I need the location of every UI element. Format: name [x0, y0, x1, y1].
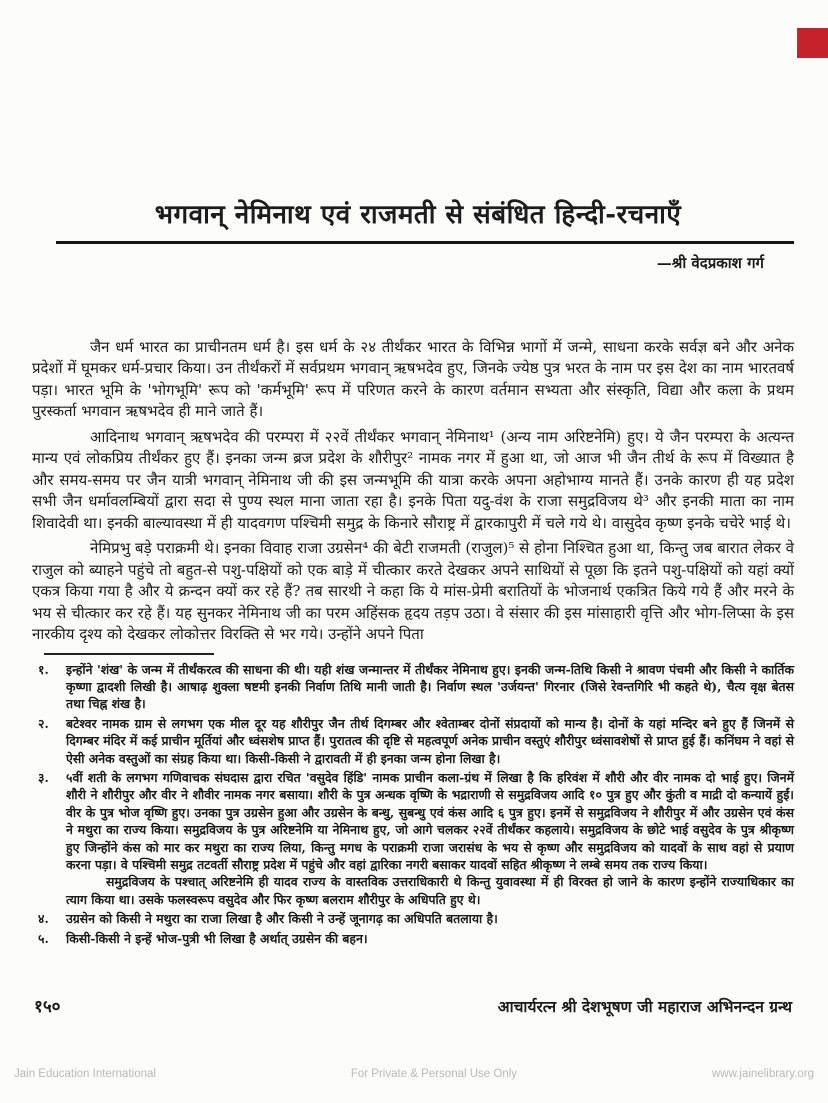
footnote-text: बटेश्वर नामक ग्राम से लगभग एक मील दूर यह शौरीपुर जैन तीर्थ दिगम्बर और श्वेताम्बर दोनों संप्रदायों को मान्य है। दोनों के यहां मन्दिर बने हुए हैं जिनमें से दिगम्बर मंदिर में कई प्राचीन मूर्तियां और ध्वंसशेष प्राप्त हैं। पुरातत्व की दृष्टि से महत्वपूर्ण अनेक प्राचीन वस्तुएं शौरीपुर ध्वंसावशेषों से प्राप्त हुई हैं। कनिंघम ने वहां से ऐसी अनेक वस्तुओं का संग्रह किया था। किसी-किसी ने द्वारावती में ही इनका जन्म होना लिखा है। — [66, 715, 794, 766]
footnote-text-main: ५वीं शती के लगभग गणिवाचक संघदास द्वारा रचित 'वसुदेव हिंडि' नामक प्राचीन कला-ग्रंथ में लिखा है कि हरिवंश में शौरी और वीर नामक दो भाई हुए। जिनमें शौरी ने शौरीपुर और वीर ने शौवीर नामक नगर बसाया। शौरी के पुत्र अन्धक वृष्णि के भद्राराणी से समुद्रविजय आदि १० पुत्र हुए और कुंती व माद्री दो कन्यायें हुईं। वीर के पुत्र भोज वृष्णि हुए। उनका पुत्र उग्रसेन हुआ और उग्रसेन के बन्धु, सुबन्धु एवं कंस आदि ६ पुत्र हुए। इनमें से समुद्रविजय ने शौरीपुर में और उग्रसेन एवं कंस ने मथुरा का राज्य किया। समुद्रविजय के पुत्र अरिष्टनेमि या नेमिनाथ हुए, जो आगे चलकर २२वें तीर्थंकर कहलाये। समुद्रविजय के छोटे भाई वसुदेव के पुत्र श्रीकृष्ण हुए जिन्होंने कंस को मार कर मथुरा का राज्य लिया, किन्तु मगध के पराक्रमी राजा जरासंध के भय से कृष्ण और समुद्रविजय को यादवों के साथ वहां से प्रयाण करना पड़ा। वे पश्चिमी समुद्र तटवर्ती सौराष्ट्र प्रदेश में पहुंचे और वहां द्वारिका नगरी बसाकर यादवों सहित श्रीकृष्ण ने लम्बे समय तक राज्य किया। — [66, 769, 794, 872]
book-credit: आचार्यरत्न श्री देशभूषण जी महाराज अभिनन्दन ग्रन्थ — [497, 997, 792, 1016]
page-footer-row — [34, 994, 792, 1017]
footnote-text-continuation: समुद्रविजय के पश्चात् अरिष्टनेमि ही यादव राज्य के वास्तविक उत्तराधिकारी थे किन्तु युवावस्था में ही विरक्त हो जाने के कारण इन्होंने राज्याधिकार का त्याग किया था। उसके फलस्वरूप वसुदेव और फिर कृष्ण बलराम शौरीपुर के अधिपति हुए थे। — [66, 874, 794, 907]
footnote-text: उग्रसेन को किसी ने मथुरा का राजा लिखा है और किसी ने उन्हें जूनागढ़ का अधिपति बतलाया है। — [66, 911, 498, 927]
footnote-item — [32, 910, 794, 927]
scan-footer — [14, 1068, 814, 1080]
footnote-item — [32, 661, 794, 713]
page-title: भगवान् नेमिनाथ एवं राजमती से संबंधित हिन्दी-रचनाएँ — [154, 200, 682, 230]
footnote-text: इन्होंने 'शंख' के जन्म में तीर्थंकरत्व की साधना की थी। यही शंख जन्मान्तर में तीर्थंकर नेमिनाथ हुए। इनकी जन्म-तिथि किसी ने श्रावण पंचमी और किसी ने कार्तिक कृष्णा द्वादशी लिखी है। आषाढ़ शुक्ला षष्टमी इनकी निर्वाण तिथि मानी जाती है। निर्वाण स्थल 'उर्जयन्त' गिरनार (जिसे रेवन्तगिरि भी कहते थे), चैत्य वृक्ष बेतस तथा चिह्न शंख है। — [66, 661, 794, 712]
body-paragraph: आदिनाथ भगवान् ऋषभदेव की परम्परा में २२वें तीर्थंकर भगवान् नेमिनाथ¹ (अन्य नाम अरिष्टनेमि) हुए। ये जैन परम्परा के अत्यन्त मान्य एवं लोकप्रिय तीर्थंकर हुए हैं। इनका जन्म ब्रज प्रदेश के शौरीपुर² नामक नगर में हुआ था, जो आज भी जैन तीर्थ के रूप में विख्यात है और समय-समय पर जैन यात्री भगवान् नेमिनाथ जी की इस जन्मभूमि की यात्रा करके अपना अहोभाग्य मानते हैं। उनके कारण ही यह प्रदेश सभी जैन धर्मावलम्बियों द्वारा सदा से पुण्य स्थल माना जाता रहा है। इनके पिता यदु-वंश के राजा समुद्रविजय थे³ और इनकी माता का नाम शिवादेवी था। इनकी बाल्यावस्था में ही यादवगण पश्चिमी समुद्र के किनारे सौराष्ट्र में द्वारकापुरी में चले गये थे। वासुदेव कृष्ण इनके चचेरे भाई थे। — [32, 427, 794, 532]
footnote-number: ३. — [38, 769, 49, 785]
footnote-separator — [44, 653, 214, 655]
footnote-item — [32, 930, 794, 947]
article-body — [32, 337, 794, 646]
footer-center-text: For Private & Personal Use Only — [350, 1068, 518, 1080]
footnote-item — [32, 715, 794, 767]
footer-left-text: Jain Education International — [14, 1068, 156, 1080]
body-paragraph: नेमिप्रभु बड़े पराक्रमी थे। इनका विवाह राजा उग्रसेन⁴ की बेटी राजमती (राजुल)⁵ से होना निश्चित हुआ था, किन्तु जब बारात लेकर वे राजुल को ब्याहने पहुंचे तो बहुत-से पशु-पक्षियों को एक बाड़े में चीत्कार करते देखकर अपने साथियों से पूछा कि इतने पशु-पक्षियों को यहां क्यों एकत्र किया गया है और ये क्रन्दन क्यों कर रहे हैं? तब सारथी ने कहा कि ये मांस-प्रेमी बरातियों के भोजनार्थ एकत्रित किये गये हैं और मरने के भय से चीत्कार कर रहे हैं। यह सुनकर नेमिनाथ जी का परम अहिंसक हृदय तड़प उठा। वे संसार की इस मांसाहारी वृत्ति और भोग-लिप्सा के इस नारकीय दृश्य को देखकर लोकोत्तर विरक्ति से भर गये। उन्होंने अपने पिता — [32, 539, 794, 643]
footnote-text: किसी-किसी ने इन्हें भोज-पुत्री भी लिखा है अर्थात् उग्रसेन की बहन। — [66, 930, 368, 946]
footnote-number: ४. — [38, 911, 49, 927]
page-number: १५० — [34, 997, 61, 1017]
footnote-number: १. — [38, 661, 49, 677]
footer-right-text: www.jainelibrary.org — [711, 1068, 814, 1080]
footnote-text — [66, 769, 794, 908]
title-rule — [56, 241, 794, 244]
footnote-number: ५. — [38, 930, 49, 946]
body-paragraph: जैन धर्म भारत का प्राचीनतम धर्म है। इस धर्म के २४ तीर्थंकर भारत के विभिन्न भागों में जन्मे, साधना करके सर्वज्ञ बने और अनेक प्रदेशों में घूमकर धर्म-प्रचार किया। उन तीर्थंकरों में सर्वप्रथम भगवान् ऋषभदेव हुए, जिनके ज्येष्ठ पुत्र भरत के नाम पर इस देश का नाम भारतवर्ष पड़ा। भारत भूमि के 'भोगभूमि' रूप को 'कर्मभूमि' रूप में परिणत करने के कारण वर्तमान सभ्यता और संस्कृति, विद्या और कला के प्रथम पुरस्कर्ता भगवान ऋषभदेव ही माने जाते हैं। — [32, 337, 795, 420]
footnote-item — [32, 769, 794, 908]
red-corner-marker — [797, 28, 828, 58]
author-byline: —श्री वेदप्रकाश गर्ग — [656, 253, 764, 272]
footnotes-list — [32, 661, 794, 948]
footnote-number: २. — [38, 715, 49, 731]
